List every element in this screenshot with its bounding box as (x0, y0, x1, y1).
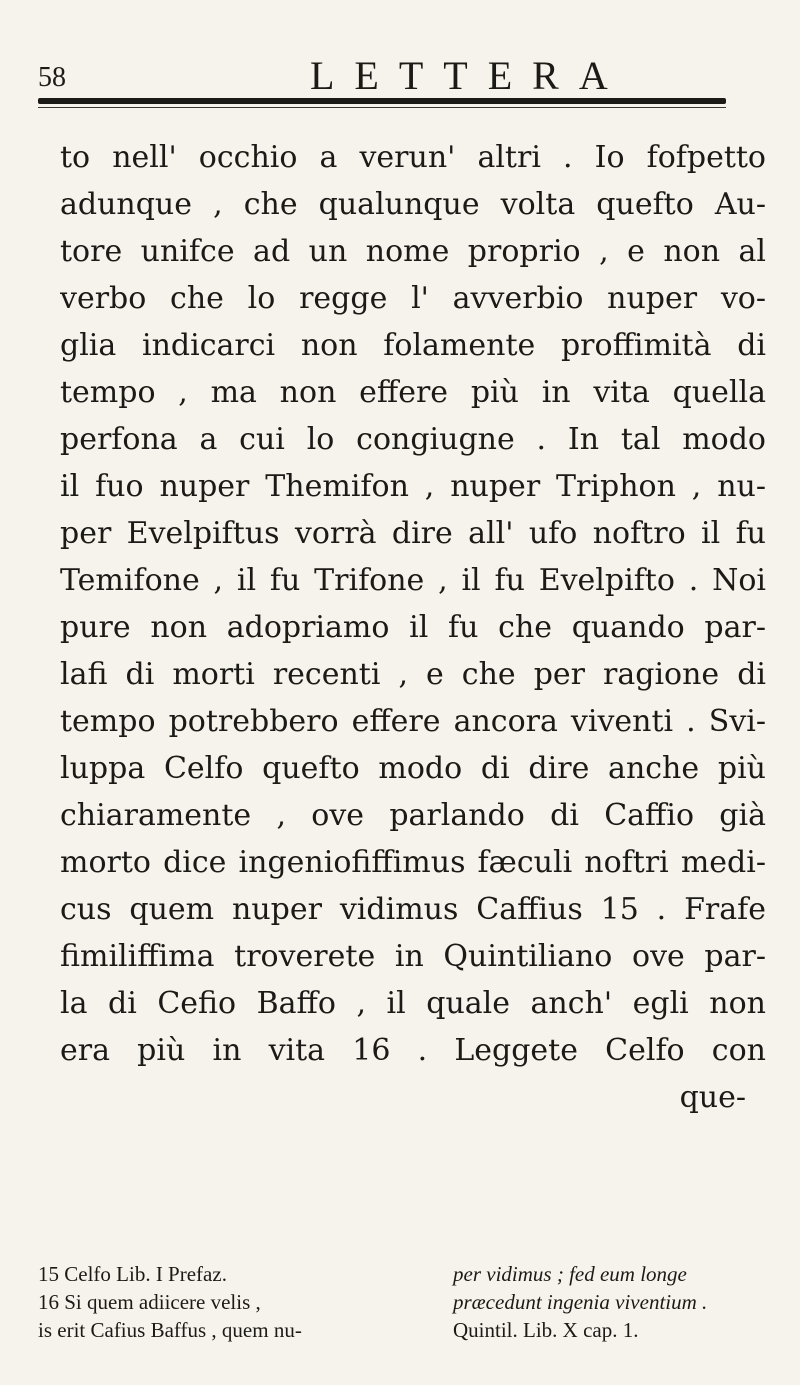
footnote-left: 15 Celfo Lib. I Prefaz. (38, 1262, 227, 1286)
text-line: cus quem nuper vidimus Caffius 15 . Frafe (60, 892, 766, 927)
running-head: LETTERA (310, 53, 628, 98)
text-line: fimiliffima troverete in Quintiliano ove par- (60, 939, 766, 974)
header-rule (38, 98, 726, 104)
text-line: glia indicarci non folamente proffimità di (60, 328, 766, 363)
text-line: tempo , ma non effere più in vita quella (60, 375, 766, 410)
footnote-right: Quintil. Lib. X cap. 1. (453, 1318, 639, 1342)
text-line: perfona a cui lo congiugne . In tal modo (60, 422, 766, 457)
text-line: tempo potrebbero effere ancora viventi . Svi- (60, 704, 766, 739)
text-line: adunque , che qualunque volta quefto Au- (60, 187, 766, 222)
page-number: 58 (38, 62, 66, 93)
text-line: era più in vita 16 . Leggete Celfo con (60, 1033, 766, 1068)
footnote-left: is erit Cafius Baffus , quem nu- (38, 1318, 302, 1342)
footnote-right: per vidimus ; fed eum longe (453, 1262, 687, 1286)
text-line: la di Cefio Baffo , il quale anch' egli non (60, 986, 766, 1021)
footnotes (38, 1260, 768, 1344)
footnote-right: præcedunt ingenia viventium . (453, 1290, 708, 1314)
footnote-row (38, 1288, 768, 1316)
text-line: Temifone , il fu Trifone , il fu Evelpifto . Noi (60, 563, 766, 598)
text-line: pure non adopriamo il fu che quando par- (60, 610, 766, 645)
text-line: tore unifce ad un nome proprio , e non al (60, 234, 766, 269)
text-line: chiaramente , ove parlando di Caffio già (60, 798, 766, 833)
text-line: lafi di morti recenti , e che per ragione di (60, 657, 766, 692)
text-line: morto dice ingeniofiffimus fæculi noftri medi- (60, 845, 766, 880)
text-line: to nell' occhio a verun' altri . Io fofpetto (60, 140, 766, 175)
footnote-left: 16 Si quem adiicere velis , (38, 1290, 261, 1314)
text-line: il fuo nuper Themifon , nuper Triphon , nu- (60, 469, 766, 504)
footnote-row (38, 1260, 768, 1288)
catchword: que- (679, 1080, 746, 1115)
footnote-row (38, 1316, 768, 1344)
text-line: luppa Celfo quefto modo di dire anche più (60, 751, 766, 786)
body-text (60, 134, 766, 1121)
text-line: verbo che lo regge l' avverbio nuper vo- (60, 281, 766, 316)
header-rule-thin (38, 107, 726, 108)
text-line: per Evelpiftus vorrà dire all' ufo noftro il fu (60, 516, 766, 551)
